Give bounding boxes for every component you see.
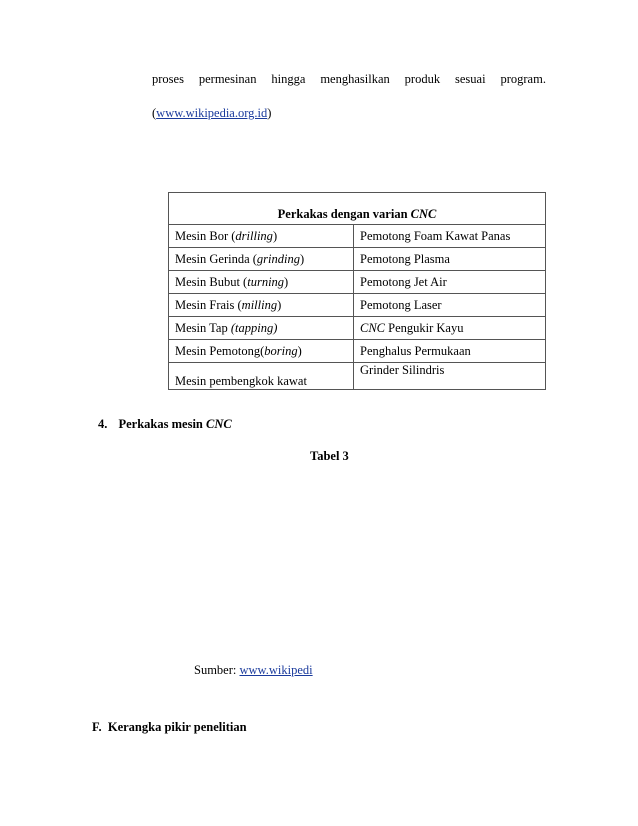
table-cell-right: Pemotong Jet Air	[354, 271, 546, 294]
table-cell-left: Mesin pembengkok kawat	[169, 363, 354, 390]
source-citation: (www.wikipedia.org.id)	[152, 106, 272, 120]
source-note: Sumber: www.wikipedi	[194, 663, 313, 677]
section-f-heading: F. Kerangka pikir penelitian	[92, 720, 247, 734]
paragraph-word: hingga	[271, 72, 306, 86]
table-cell-left: Mesin Frais (milling)	[169, 294, 354, 317]
table-row	[169, 340, 546, 363]
section-number: 4.	[98, 417, 108, 431]
table-cell-right: Pemotong Foam Kawat Panas	[354, 225, 546, 248]
paragraph-word: sesuai	[455, 72, 486, 86]
paragraph-word: proses	[152, 72, 184, 86]
section-title: Perkakas mesin CNC	[118, 417, 232, 431]
table-row	[169, 317, 546, 340]
table-cell-left: Mesin Bubut (turning)	[169, 271, 354, 294]
paragraph-word: program.	[500, 72, 546, 86]
source-note-link[interactable]: www.wikipedi	[239, 663, 313, 677]
table-header: Perkakas dengan varian CNC	[169, 193, 546, 225]
table-cell-right: Pemotong Plasma	[354, 248, 546, 271]
table-row	[169, 271, 546, 294]
paragraph-word: produk	[404, 72, 441, 86]
table-row	[169, 225, 546, 248]
cnc-tools-table	[168, 192, 546, 390]
table-row	[169, 363, 546, 390]
table-cell-right: CNC Pengukir Kayu	[354, 317, 546, 340]
section-4-heading	[98, 417, 232, 432]
table-row	[169, 294, 546, 317]
source-link[interactable]: www.wikipedia.org.id	[156, 106, 268, 120]
table-cell-left: Mesin Tap (tapping)	[169, 317, 354, 340]
paragraph-line	[152, 72, 546, 87]
paragraph-word: permesinan	[198, 72, 257, 86]
table-cell-left: Mesin Gerinda (grinding)	[169, 248, 354, 271]
table-row	[169, 248, 546, 271]
table-cell-right: Penghalus Permukaan	[354, 340, 546, 363]
table-cell-left: Mesin Bor (drilling)	[169, 225, 354, 248]
table-cell-left: Mesin Pemotong(boring)	[169, 340, 354, 363]
table-header-row	[169, 193, 546, 225]
table-caption: Tabel 3	[310, 449, 349, 463]
paragraph-word: menghasilkan	[320, 72, 390, 86]
table-cell-right: Pemotong Laser	[354, 294, 546, 317]
table-cell-right: Grinder Silindris	[354, 363, 546, 390]
